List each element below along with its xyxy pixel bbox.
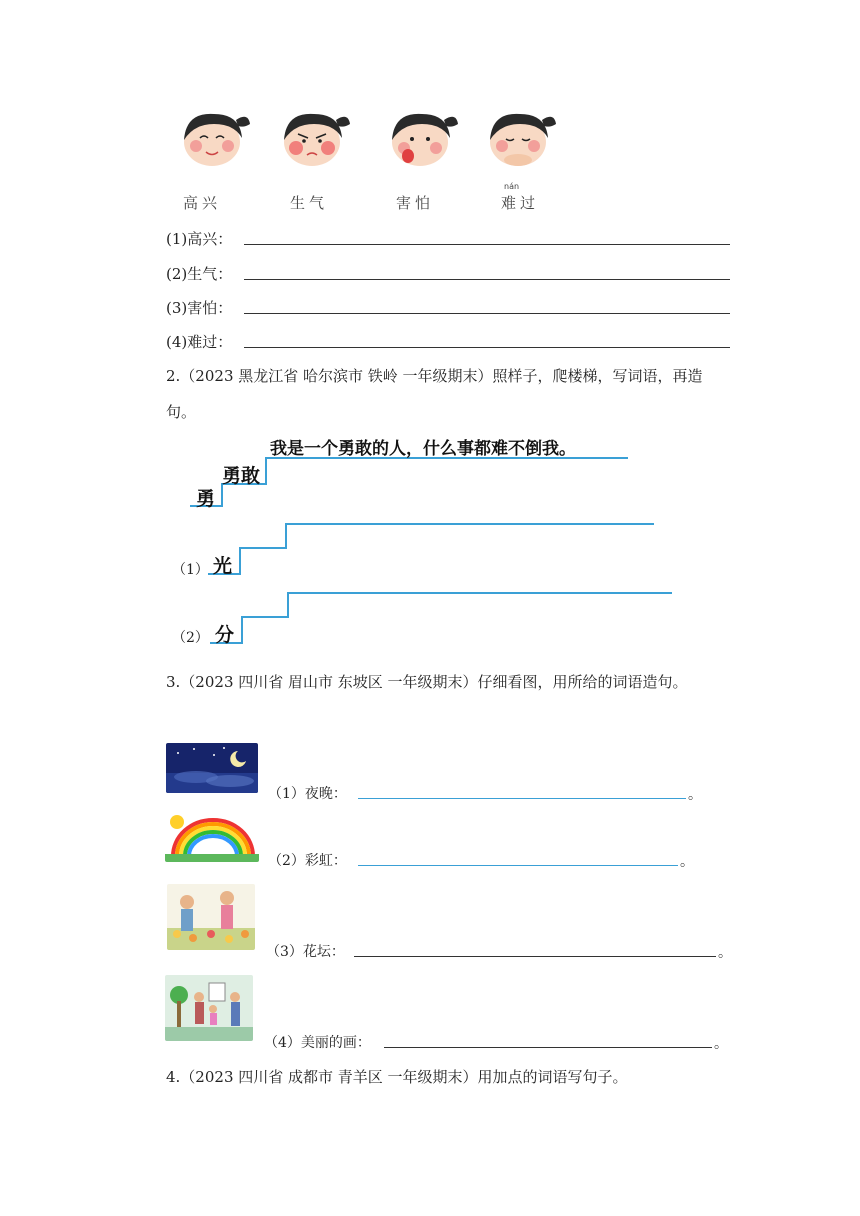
q1-row-label: (3)害怕： <box>166 299 233 317</box>
q3-period: 。 <box>688 787 702 803</box>
q2-item-char: 光 <box>213 555 233 577</box>
q3-answer-line[interactable] <box>358 864 678 866</box>
q3-item-label: （1）夜晚： <box>268 786 347 802</box>
q3-answer-line[interactable] <box>358 797 686 799</box>
face-label-sad: 难过 <box>501 194 540 212</box>
q3-answer-line[interactable] <box>354 955 716 957</box>
example-sentence: 我是一个勇敢的人，什么事都难不倒我。 <box>270 439 576 459</box>
example-word: 勇敢 <box>222 465 261 487</box>
face-label-angry: 生气 <box>290 194 329 212</box>
q3-period: 。 <box>680 854 694 870</box>
flower-bed-family-icon <box>167 884 255 950</box>
q3-period: 。 <box>714 1036 728 1052</box>
q1-row-label: (4)难过： <box>166 333 233 351</box>
q3-item-label: （4）美丽的画： <box>264 1035 371 1051</box>
q1-row-label: (2)生气： <box>166 265 233 283</box>
q2-item-number: （1） <box>172 562 209 578</box>
q3-prompt: 3.（2023 四川省 眉山市 东坡区 一年级期末）仔细看图，用所给的词语造句。 <box>166 673 688 691</box>
q4-prompt: 4.（2023 四川省 成都市 青羊区 一年级期末）用加点的词语写句子。 <box>166 1068 628 1086</box>
rainbow-sun-icon <box>165 810 259 862</box>
family-painting-icon <box>165 975 253 1041</box>
q3-answer-line[interactable] <box>384 1046 712 1048</box>
example-char: 勇 <box>196 488 216 510</box>
q3-period: 。 <box>718 945 732 961</box>
q2-item-number: （2） <box>172 630 209 646</box>
q2-item-char: 分 <box>215 624 235 646</box>
q1-row-label: (1)高兴： <box>166 230 233 248</box>
night-sky-moon-icon <box>166 743 258 793</box>
face-label-happy: 高兴 <box>183 194 222 212</box>
face-label-scared: 害怕 <box>396 194 435 212</box>
q3-item-label: （2）彩虹： <box>268 853 347 869</box>
pinyin-annotation: nán <box>504 182 520 191</box>
q2-prompt: 2.（2023 黑龙江省 哈尔滨市 铁岭 一年级期末）照样子，爬楼梯，写词语，再造句。 <box>166 367 703 421</box>
q3-item-label: （3）花坛： <box>266 944 345 960</box>
